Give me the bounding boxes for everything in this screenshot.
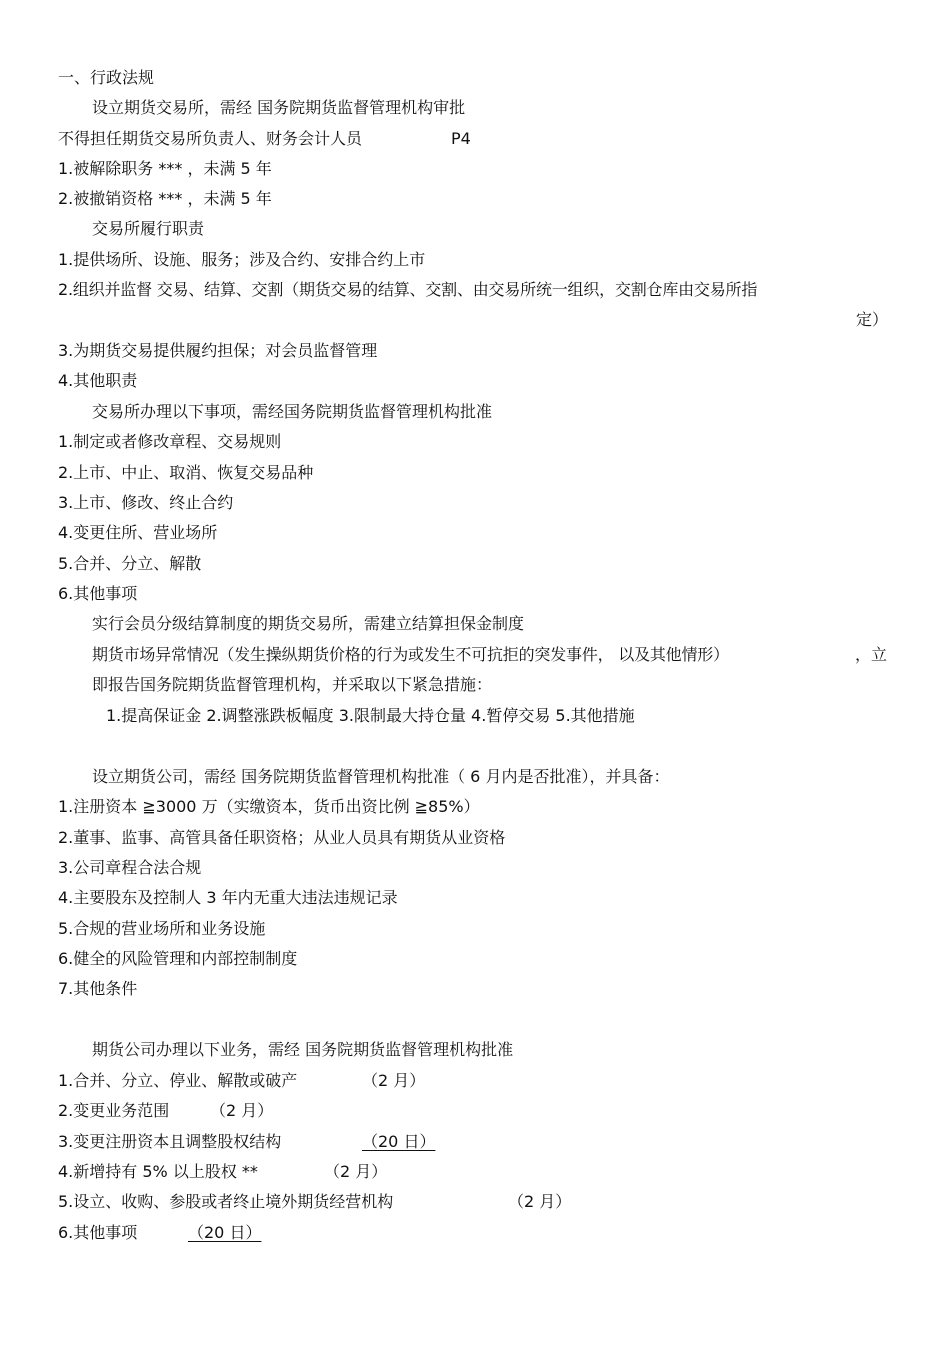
business-item-1: 1.合并、分立、停业、解散或破产 bbox=[58, 1071, 298, 1090]
approval-title: 交易所办理以下事项，需经国务院期货监督管理机构批准 bbox=[92, 402, 493, 421]
requirement-item-5: 5.合规的营业场所和业务设施 bbox=[58, 919, 266, 938]
approval-item-1: 1.制定或者修改章程、交易规则 bbox=[58, 432, 282, 451]
abnormal-line-1: 期货市场异常情况（发生操纵期货价格的行为或发生不可抗拒的突发事件， 以及其他情形） bbox=[92, 645, 729, 664]
disqualify-page-ref: P4 bbox=[451, 129, 471, 148]
business-item-1-period: （2 月） bbox=[362, 1071, 426, 1090]
section2-title: 设立期货公司，需经 国务院期货监督管理机构批准（ 6 月内是否批准），并具备： bbox=[92, 767, 670, 786]
approval-item-2: 2.上市、中止、取消、恢复交易品种 bbox=[58, 463, 314, 482]
business-item-5: 5.设立、收购、参股或者终止境外期货经营机构 bbox=[58, 1192, 394, 1211]
duty-item-3: 3.为期货交易提供履约担保；对会员监督管理 bbox=[58, 341, 378, 360]
approval-item-6: 6.其他事项 bbox=[58, 584, 138, 603]
duty-item-2: 2.组织并监督 交易、结算、交割（期货交易的结算、交割、由交易所统一组织，交割仓库由交易所指 bbox=[58, 280, 758, 299]
requirement-item-3: 3.公司章程合法合规 bbox=[58, 858, 202, 877]
abnormal-line-2: 即报告国务院期货监督管理机构，并采取以下紧急措施： bbox=[92, 675, 493, 694]
section3-title: 期货公司办理以下业务，需经 国务院期货监督管理机构批准 bbox=[92, 1040, 514, 1059]
requirement-item-1: 1.注册资本 ≧3000 万（实缴资本，货币出资比例 ≧85%） bbox=[58, 797, 480, 816]
business-item-5-period: （2 月） bbox=[508, 1192, 572, 1211]
requirement-item-2: 2.董事、监事、高管具备任职资格；从业人员具有期货从业资格 bbox=[58, 828, 506, 847]
section1-heading: 一、行政法规 bbox=[58, 68, 155, 87]
disqualify-item-1: 1.被解除职务 *** ，未满 5 年 bbox=[58, 159, 272, 178]
requirement-item-4: 4.主要股东及控制人 3 年内无重大违法违规记录 bbox=[58, 888, 398, 907]
business-item-6: 6.其他事项 bbox=[58, 1223, 138, 1242]
setup-exchange-text: 设立期货交易所，需经 国务院期货监督管理机构审批 bbox=[92, 98, 466, 117]
duty-item-2-continuation: 定） bbox=[856, 310, 889, 329]
approval-item-3: 3.上市、修改、终止合约 bbox=[58, 493, 234, 512]
approval-item-5: 5.合并、分立、解散 bbox=[58, 554, 202, 573]
business-item-4: 4.新增持有 5% 以上股权 ** bbox=[58, 1162, 258, 1181]
duty-item-4: 4.其他职责 bbox=[58, 371, 138, 390]
business-item-4-period: （2 月） bbox=[324, 1162, 388, 1181]
disqualify-title: 不得担任期货交易所负责人、财务会计人员 bbox=[58, 129, 363, 148]
business-item-3: 3.变更注册资本且调整股权结构 bbox=[58, 1132, 282, 1151]
emergency-measures: 1.提高保证金 2.调整涨跌板幅度 3.限制最大持仓量 4.暂停交易 5.其他措施 bbox=[106, 706, 635, 725]
duties-title: 交易所履行职责 bbox=[92, 219, 205, 238]
requirement-item-6: 6.健全的风险管理和内部控制制度 bbox=[58, 949, 298, 968]
settlement-note: 实行会员分级结算制度的期货交易所，需建立结算担保金制度 bbox=[92, 614, 525, 633]
business-item-6-period: （20 日） bbox=[188, 1223, 262, 1242]
business-item-3-period: （20 日） bbox=[362, 1132, 436, 1151]
business-item-2-period: （2 月） bbox=[210, 1101, 274, 1120]
business-item-2: 2.变更业务范围 bbox=[58, 1101, 170, 1120]
duty-item-1: 1.提供场所、设施、服务；涉及合约、安排合约上市 bbox=[58, 250, 426, 269]
approval-item-4: 4.变更住所、营业场所 bbox=[58, 523, 218, 542]
abnormal-line-1-tail: ，立 bbox=[855, 645, 888, 664]
disqualify-item-2: 2.被撤销资格 *** ，未满 5 年 bbox=[58, 189, 272, 208]
requirement-item-7: 7.其他条件 bbox=[58, 979, 138, 998]
